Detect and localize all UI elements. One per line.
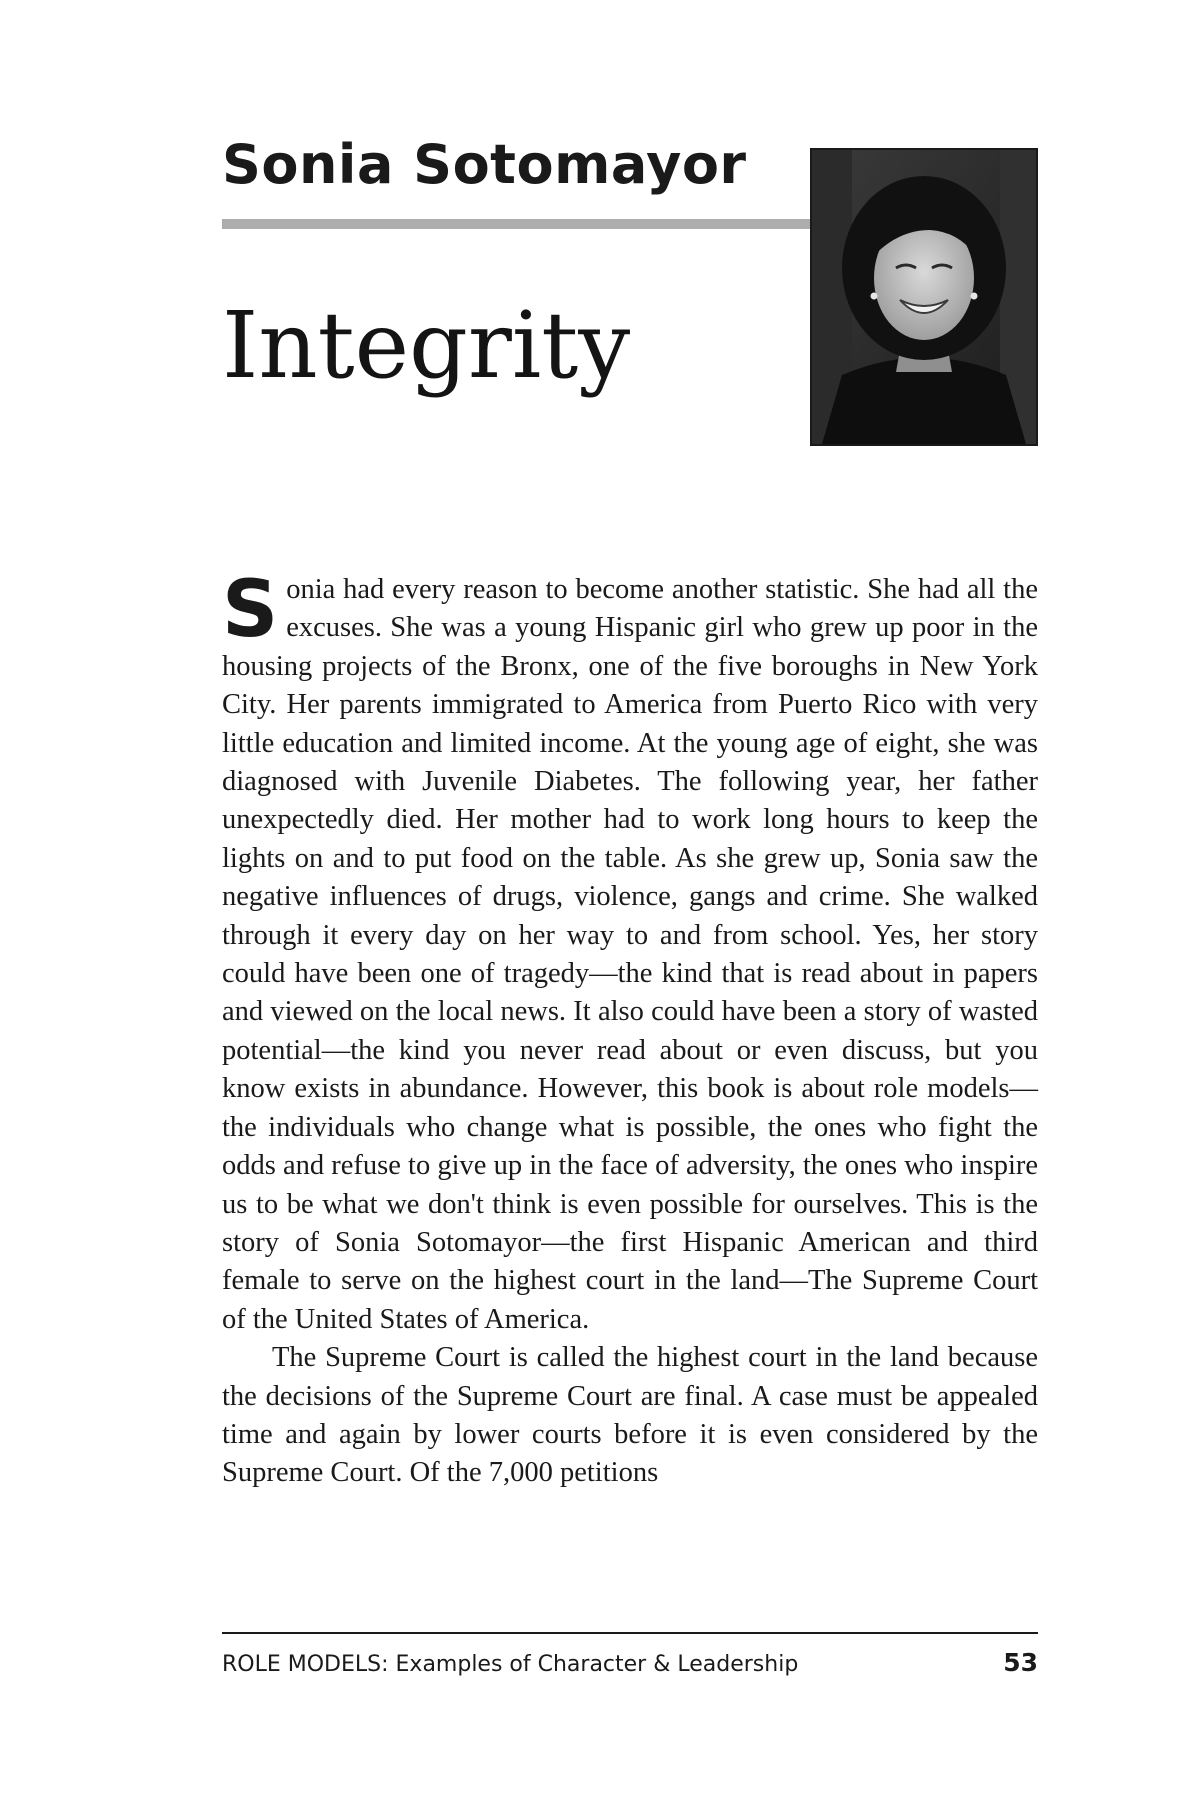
heading-rule bbox=[222, 219, 812, 229]
page-number: 53 bbox=[1003, 1648, 1038, 1677]
paragraph-2: The Supreme Court is called the highest court in the land because the decisions of the Supreme Court are final. A case must be appealed time and again by lower courts before it is even considered by the Supreme Court. Of the 7,000 petitions bbox=[222, 1342, 1038, 1489]
portrait-photo bbox=[810, 148, 1038, 446]
person-name-heading: Sonia Sotomayor bbox=[222, 133, 747, 196]
trait-heading: Integrity bbox=[222, 292, 631, 399]
drop-cap: S bbox=[222, 565, 279, 655]
paragraph-1 bbox=[222, 565, 1038, 1339]
footer-rule bbox=[222, 1632, 1038, 1634]
article-body bbox=[222, 565, 1038, 1493]
paragraph-1-text: onia had every reason to become another statistic. She had all the excuses. She was a young Hispanic girl who grew up poor in the housing projects of the Bronx, one of the five boroughs in New York City. Her parents immigrated to America from Puerto Rico with very little education and limited income. At the young age of eight, she was diagnosed with Juvenile Diabetes. The following year, her father unexpectedly died. Her mother had to work long hours to keep the lights on and to put food on the table. As she grew up, Sonia saw the negative influences of drugs, violence, gangs and crime. She walked through it every day on her way to and from school. Yes, her story could have been one of tragedy—the kind that is read about in papers and viewed on the local news. It also could have been a story of wasted potential—the kind you never read about or even discuss, but you know exists in abundance. However, this book is about role models—the individuals who change what is possible, the ones who fight the odds and refuse to give up in the face of adversity, the ones who inspire us to be what we don't think is even possible for ourselves. This is the story of Sonia Sotomayor—the first Hispanic American and third female to serve on the highest court in the land—The Supreme Court of the United States of America. bbox=[222, 574, 1038, 1335]
book-title: ROLE MODELS: Examples of Character & Leadership bbox=[222, 1652, 799, 1677]
